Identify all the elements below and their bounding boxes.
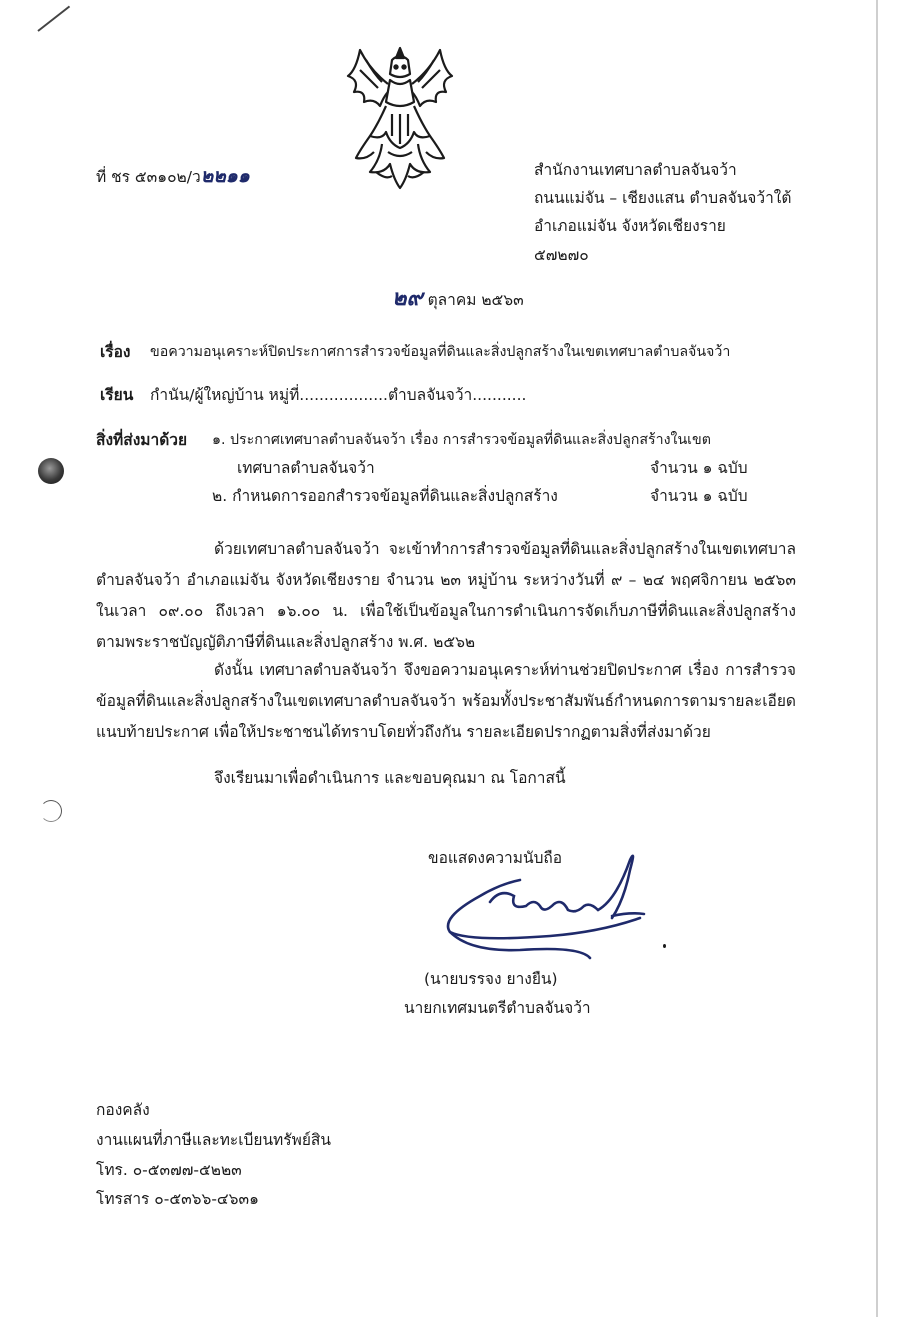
body-paragraph-2: ดังนั้น เทศบาลตำบลจันจว้า จึงขอความอนุเคราะห์ท่านช่วยปิดประกาศ เรื่อง การสำรวจข้อมูลที่ดินและสิ่งปลูกสร้างในเขตเทศบาลตำบลจันจว้า พร้อมทั้งประชาสัมพันธ์กำหนดการตามรายละเอียดแนบท้ายประกาศ เพื่อให้ประชาชนได้ทราบโดยทั่วถึงกัน รายละเอียดปรากฏตามสิ่งที่ส่งมาด้วย <box>96 661 796 741</box>
doc-number <box>96 166 250 187</box>
subject-label: เรื่อง <box>100 343 131 361</box>
signer-name: (นายบรรจง ยางยืน) <box>424 970 558 988</box>
body-paragraph-1: ด้วยเทศบาลตำบลจันจว้า จะเข้าทำการสำรวจข้อมูลที่ดินและสิ่งปลูกสร้างในเขตเทศบาลตำบลจันจว้า อำเภอแม่จัน จังหวัดเชียงราย จำนวน ๒๓ หมู่บ้าน ระหว่างวันที่ ๙ – ๒๔ พฤศจิกายน ๒๕๖๓ ในเวลา ๐๙.๐๐ ถึงเวลา ๑๖.๐๐ น. เพื่อใช้เป็นข้อมูลในการดำเนินการจัดเก็บภาษีที่ดินและสิ่งปลูกสร้าง ตามพระราชบัญญัติภาษีที่ดินและสิ่งปลูกสร้าง พ.ศ. ๒๕๖๒ <box>96 540 796 651</box>
footer-phone: โทร. ๐-๕๓๗๗-๕๒๒๓ <box>96 1161 242 1179</box>
sender-line-2: ถนนแม่จัน – เชียงแสน ตำบลจันจว้าใต้ <box>534 189 792 207</box>
handwritten-signature <box>430 840 680 960</box>
pen-mark <box>37 6 70 32</box>
enclosure-item-1: ๑. ประกาศเทศบาลตำบลจันจว้า เรื่อง การสำรวจข้อมูลที่ดินและสิ่งปลูกสร้างในเขต <box>212 432 711 448</box>
closing-phrase: ขอแสดงความนับถือ <box>428 849 563 867</box>
enclosure-item-1-qty: จำนวน ๑ ฉบับ <box>650 459 748 477</box>
ink-dot <box>663 944 666 948</box>
footer-fax: โทรสาร ๐-๕๓๖๖-๔๖๓๑ <box>96 1190 259 1208</box>
sender-postcode: ๕๗๒๗๐ <box>534 246 589 264</box>
footer-section: งานแผนที่ภาษีและทะเบียนทรัพย์สิน <box>96 1131 331 1149</box>
body-paragraph-3: จึงเรียนมาเพื่อดำเนินการ และขอบคุณมา ณ โอกาสนี้ <box>214 769 566 787</box>
date-month-year: ตุลาคม ๒๕๖๓ <box>427 291 524 309</box>
sender-line-1: สำนักงานเทศบาลตำบลจันจว้า <box>534 161 737 179</box>
recipient-text: กำนัน/ผู้ใหญ่บ้าน หมู่ที่..................ตำบลจันจว้า........... <box>150 386 527 404</box>
garuda-emblem-icon <box>330 40 470 195</box>
recipient-label: เรียน <box>100 386 134 404</box>
date-day-handwritten: ๒๙ <box>392 286 423 311</box>
enclosure-item-1-cont: เทศบาลตำบลจันจว้า <box>237 459 375 477</box>
right-edge-shadow <box>876 0 878 1317</box>
letter-date <box>392 286 524 311</box>
doc-number-handwritten: ๒๒๑๑ <box>200 165 250 187</box>
punch-hole-bottom <box>40 800 62 822</box>
footer-division: กองคลัง <box>96 1101 150 1119</box>
enclosures-label: สิ่งที่ส่งมาด้วย <box>96 431 188 449</box>
punch-hole-top <box>38 458 64 484</box>
sender-line-3: อำเภอแม่จัน จังหวัดเชียงราย <box>534 217 726 235</box>
enclosure-item-2-qty: จำนวน ๑ ฉบับ <box>650 487 748 505</box>
doc-number-prefix: ที่ ชร ๕๓๑๐๒/ว <box>96 168 201 186</box>
enclosure-item-2: ๒. กำหนดการออกสำรวจข้อมูลที่ดินและสิ่งปลูกสร้าง <box>212 487 558 505</box>
subject-text: ขอความอนุเคราะห์ปิดประกาศการสำรวจข้อมูลที่ดินและสิ่งปลูกสร้างในเขตเทศบาลตำบลจันจว้า <box>150 344 731 360</box>
signer-title: นายกเทศมนตรีตำบลจันจว้า <box>404 999 591 1017</box>
